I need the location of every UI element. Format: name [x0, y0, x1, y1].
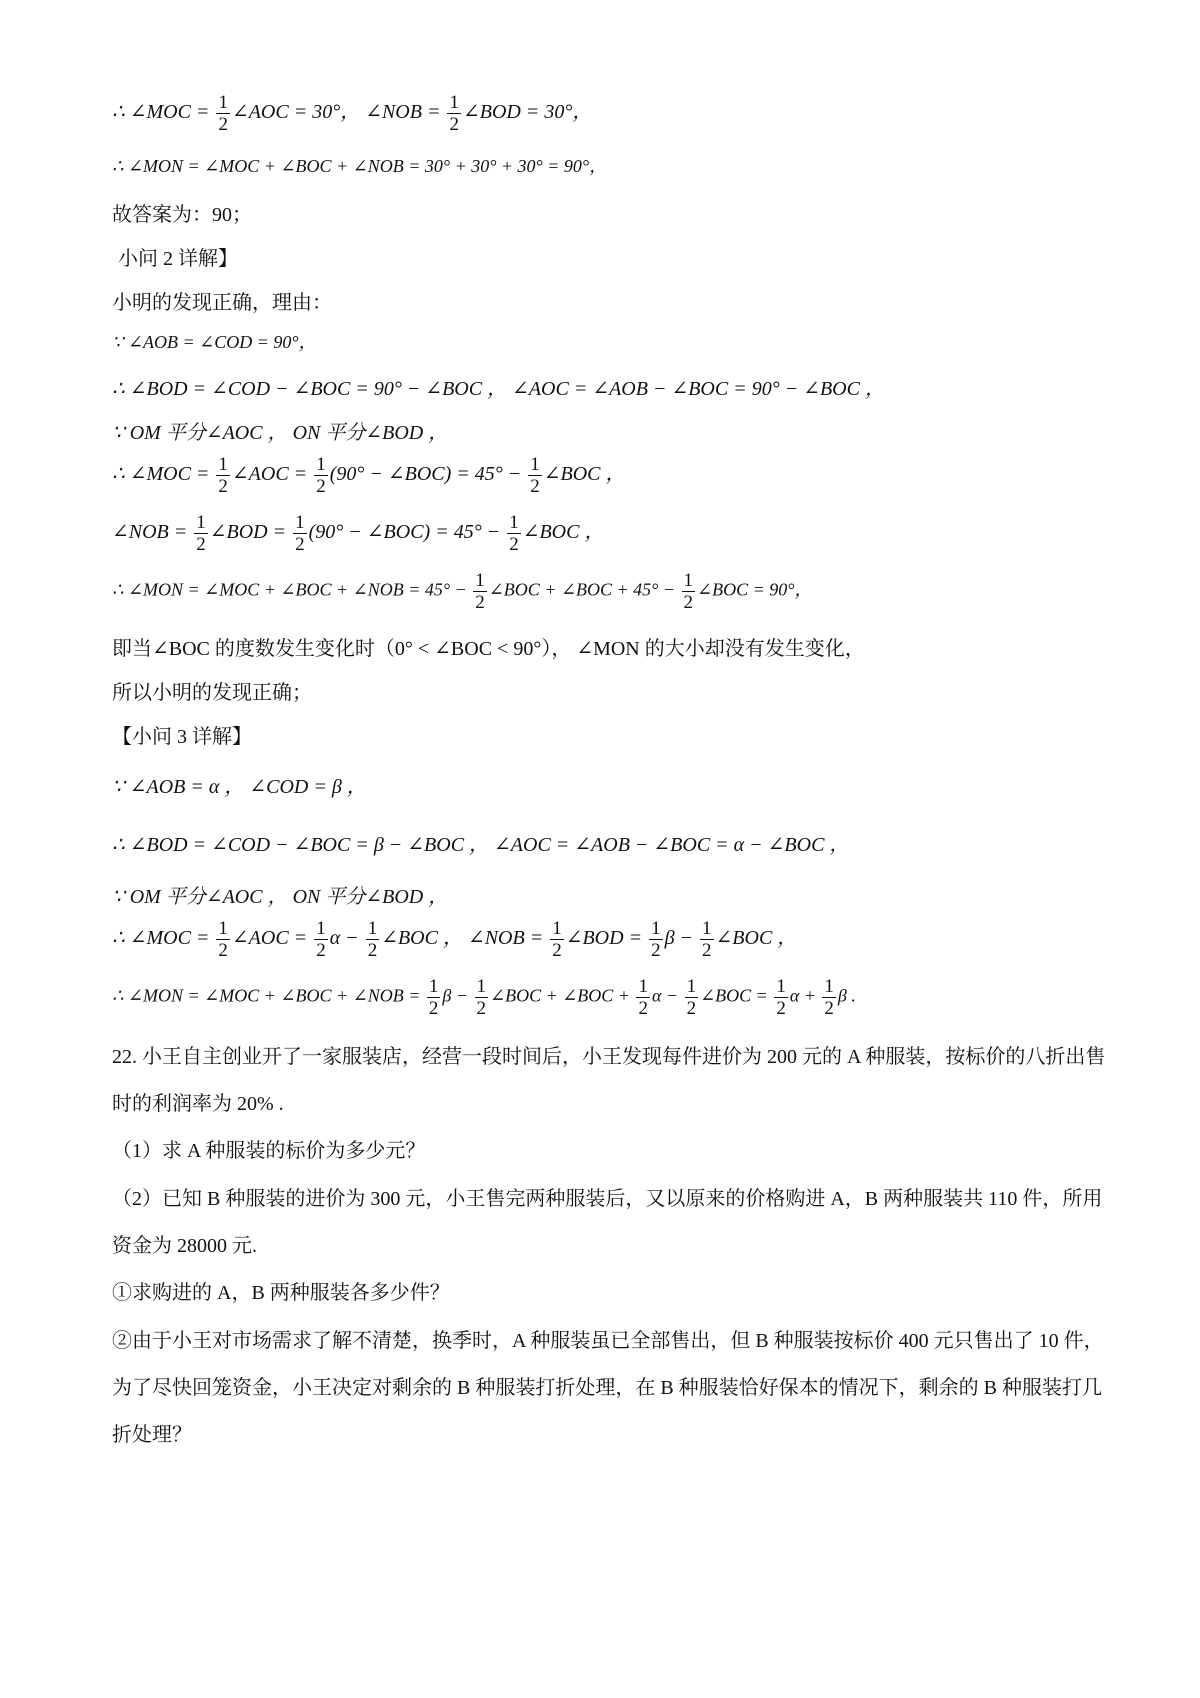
eq-bisect: ∵ OM 平分∠AOC ， ON 平分∠BOD ， — [112, 422, 449, 444]
eq-moc-45: ∴ ∠MOC = $\frac{1}{2}$ ∠AOC = $\frac{1}{2}$ (90° − ∠BOC) = 45° − $\frac{1}{2}$ ∠BOC ， — [112, 454, 626, 497]
question-22-stem: 22. 小王自主创业开了一家服装店，经营一段时间后，小王发现每件进价为 200 元的 A 种服装，按标价的八折出售时的利润率为 20% . — [112, 1046, 1106, 1115]
answer-90: 故答案为：90； — [112, 204, 252, 226]
question-22-part1: （1）求 A 种服装的标价为多少元？ — [112, 1140, 426, 1162]
eq-given-alpha-beta: ∵ ∠AOB = α ， ∠COD = β ， — [112, 776, 367, 798]
statement-correct: 小明的发现正确，理由： — [112, 292, 332, 314]
statement-unchanged: 即当∠BOC 的度数发生变化时（0° < ∠BOC < 90°）， ∠MON 的大小却没有发生变化， — [112, 638, 865, 660]
eq-nob-45: ∠NOB = $\frac{1}{2}$ ∠BOD = $\frac{1}{2}$ (90° − ∠BOC) = 45° − $\frac{1}{2}$ ∠BOC ， — [112, 512, 605, 555]
section-heading-q2: 小问 2 详解】 — [118, 248, 238, 270]
therefore-symbol: ∴ — [112, 101, 125, 124]
eq-moc-nob-30: ∴ ∠MOC = $\frac{1}{2}$ ∠AOC = 30°， ∠NOB = $\frac{1}{2}$ ∠BOD = 30°， — [112, 92, 593, 135]
section-heading-q3: 【小问 3 详解】 — [112, 726, 252, 748]
statement-conclusion: 所以小明的发现正确； — [112, 682, 312, 704]
eq-mon-sum-90: ∴ ∠MON = ∠MOC + ∠BOC + ∠NOB = 45° − $\frac{1}{2}$ ∠BOC + ∠BOC + 45° − $\frac{1}{2}$ ∠BOC = 90°， — [112, 570, 813, 613]
eq-bisect-2: ∵ OM 平分∠AOC ， ON 平分∠BOD ， — [112, 886, 449, 908]
question-22-part2: （2）已知 B 种服装的进价为 300 元，小王售完两种服装后，又以原来的价格购进 A，B 两种服装共 110 件，所用资金为 28000 元. — [112, 1188, 1103, 1257]
question-22-part2b: ②由于小王对市场需求了解不清楚，换季时，A 种服装虽已全部售出，但 B 种服装按标价 400 元只售出了 10 件，为了尽快回笼资金，小王决定对剩余的 B 种服装打折处理，在 B 种服装恰好保本的情况下，剩余的 B 种服装打几折处理？ — [112, 1330, 1104, 1446]
eq-bod-aoc-alpha-beta: ∴ ∠BOD = ∠COD − ∠BOC = β − ∠BOC ， ∠AOC = ∠AOB − ∠BOC = α − ∠BOC ， — [112, 834, 850, 856]
eq-moc-nob-alpha-beta: ∴ ∠MOC = $\frac{1}{2}$ ∠AOC = $\frac{1}{2}$ α − $\frac{1}{2}$ ∠BOC ， ∠NOB = $\frac{1}{2}$ ∠BOD = $\frac{1}{2}$ β − $\frac{1}{2}$ ∠BOC ， — [112, 918, 798, 961]
eq-mon-alpha-beta: ∴ ∠MON = ∠MOC + ∠BOC + ∠NOB = $\frac{1}{2}$ β − $\frac{1}{2}$ ∠BOC + ∠BOC + $\frac{1}{2}$ α − $\frac{1}{2}$ ∠BOC = $\frac{1}{2}$ α + $\frac{1}{2}$ β . — [112, 976, 856, 1019]
fraction-half: $\frac{1}{2}$ — [449, 92, 459, 135]
fraction-half: $\frac{1}{2}$ — [218, 92, 228, 135]
eq-mon-90: ∴ ∠MON = ∠MOC + ∠BOC + ∠NOB = 30° + 30° + 30° = 90°， — [112, 156, 608, 176]
eq-given-90: ∵ ∠AOB = ∠COD = 90°， — [112, 332, 317, 352]
eq-bod-aoc: ∴ ∠BOD = ∠COD − ∠BOC = 90° − ∠BOC ， ∠AOC = ∠AOB − ∠BOC = 90° − ∠BOC ， — [112, 378, 885, 400]
question-22-part2a: ①求购进的 A，B 两种服装各多少件？ — [112, 1282, 450, 1304]
